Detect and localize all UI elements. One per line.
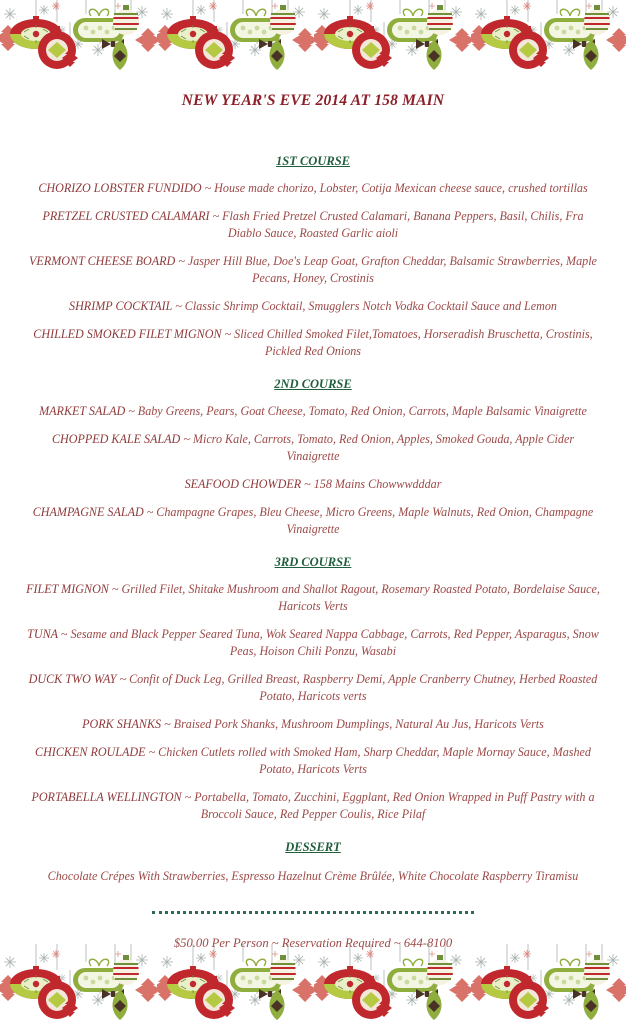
reservation-note: $50.00 Per Person ~ Reservation Required ~ 644-8100 [173,936,453,950]
dish-description: ~ Portabella, Tomato, Zucchini, Eggplant, Red Onion Wrapped in Puff Pastry with a Broccoli Sauce, Red Pepper Coulis, Rice Pilaf [184,790,595,821]
course-heading-1: 1ST COURSE [276,154,350,168]
dish-description: ~ Sesame and Black Pepper Seared Tuna, Wok Seared Nappa Cabbage, Carrots, Red Pepper, Asparagus, Snow Peas, Hoison Chili Ponzu, Wasabi [60,627,599,658]
dish-description: ~ 158 Mains Chowwwdddar [304,477,442,491]
dish-name: PRETZEL CRUSTED CALAMARI [42,209,213,223]
menu-item [0,197,626,242]
menu-item [0,705,626,733]
menu-item [0,242,626,287]
dish-name: MARKET SALAD [39,404,129,418]
dish-description: ~ Baby Greens, Pears, Goat Cheese, Tomato, Red Onion, Carrots, Maple Balsamic Vinaigrette [128,404,587,418]
dish-description: ~ Jasper Hill Blue, Doe's Leap Goat, Grafton Cheddar, Balsamic Strawberries, Maple Pecans, Honey, Crostinis [178,254,597,285]
dish-description: ~ Micro Kale, Carrots, Tomato, Red Onion, Apples, Smoked Gouda, Apple Cider Vinaigrette [183,432,575,463]
dessert-items: Chocolate Crépes With Strawberries, Espresso Hazelnut Crème Brûlée, White Chocolate Raspberry Tiramisu [47,869,579,883]
dish-name: PORTABELLA WELLINGTON [31,790,185,804]
menu-item [0,570,626,615]
dish-name: SEAFOOD CHOWDER [184,477,305,491]
menu-item [0,420,626,465]
menu-item [0,615,626,660]
menu-item [0,392,626,420]
dish-description: ~ Champagne Grapes, Bleu Cheese, Micro Greens, Maple Walnuts, Red Onion, Champagne Vinaigrette [146,505,594,536]
dish-name: PORK SHANKS [82,717,165,731]
ornament-tile [471,944,626,1024]
ornament-tile [157,0,314,72]
ornament-tile [157,944,314,1024]
ornament-strip [0,0,626,72]
dish-name: CHORIZO LOBSTER FUNDIDO [38,181,205,195]
course-heading-2: 2ND COURSE [274,377,352,391]
dish-name: VERMONT CHEESE BOARD [29,254,179,268]
dish-name: CHICKEN ROULADE [35,745,149,759]
ornament-tile [314,944,471,1024]
ornament-strip [0,944,626,1024]
dish-name: CHOPPED KALE SALAD [51,432,184,446]
course-heading-3: 3RD COURSE [274,555,352,569]
dish-description: ~ Sliced Chilled Smoked Filet,Tomatoes, Horseradish Bruschetta, Crostinis, Pickled Red Onions [224,327,593,358]
dish-name: CHAMPAGNE SALAD [32,505,147,519]
ornament-tile [314,0,471,72]
divider-container [0,885,626,922]
dish-description: ~ Braised Pork Shanks, Mushroom Dumplings, Natural Au Jus, Haricots Verts [164,717,544,731]
menu-item [0,465,626,493]
dish-name: CHILLED SMOKED FILET MIGNON [33,327,225,341]
dotted-divider [152,911,474,917]
dish-description: ~ House made chorizo, Lobster, Cotija Mexican cheese sauce, crushed tortillas [204,181,588,195]
dish-description: ~ Chicken Cutlets rolled with Smoked Ham, Sharp Cheddar, Maple Mornay Sauce, Mashed Potato, Haricots Verts [148,745,591,776]
dish-name: TUNA [27,627,61,641]
menu-item [0,493,626,538]
top-ornament-border [0,0,626,72]
dish-description: ~ Confit of Duck Leg, Grilled Breast, Raspberry Demi, Apple Cranberry Chutney, Herbed Roasted Potato, Haricots verts [119,672,598,703]
ornament-tile [0,944,157,1024]
ornament-tile [0,0,157,72]
dish-name: FILET MIGNON [26,582,112,596]
menu-item [0,287,626,315]
menu-item [0,778,626,823]
menu-item [0,733,626,778]
menu-item [0,315,626,360]
dish-name: DUCK TWO WAY [28,672,120,686]
ornament-tile [471,0,626,72]
dish-description: ~ Flash Fried Pretzel Crusted Calamari, Banana Peppers, Basil, Chilis, Fra Diablo Sauce, Roasted Garlic aioli [212,209,584,240]
page-title: NEW YEAR'S EVE 2014 AT 158 MAIN [181,92,445,109]
menu-item [0,169,626,197]
dish-name: SHRIMP COCKTAIL [69,299,176,313]
course-heading-dessert: DESSERT [285,840,341,854]
bottom-ornament-border [0,944,626,1024]
menu-sheet [0,72,626,950]
menu-item [0,660,626,705]
dish-description: ~ Grilled Filet, Shitake Mushroom and Shallot Ragout, Rosemary Roasted Potato, Bordelaise Sauce, Haricots Verts [111,582,600,613]
dish-description: ~ Classic Shrimp Cocktail, Smugglers Notch Vodka Cocktail Sauce and Lemon [175,299,557,313]
